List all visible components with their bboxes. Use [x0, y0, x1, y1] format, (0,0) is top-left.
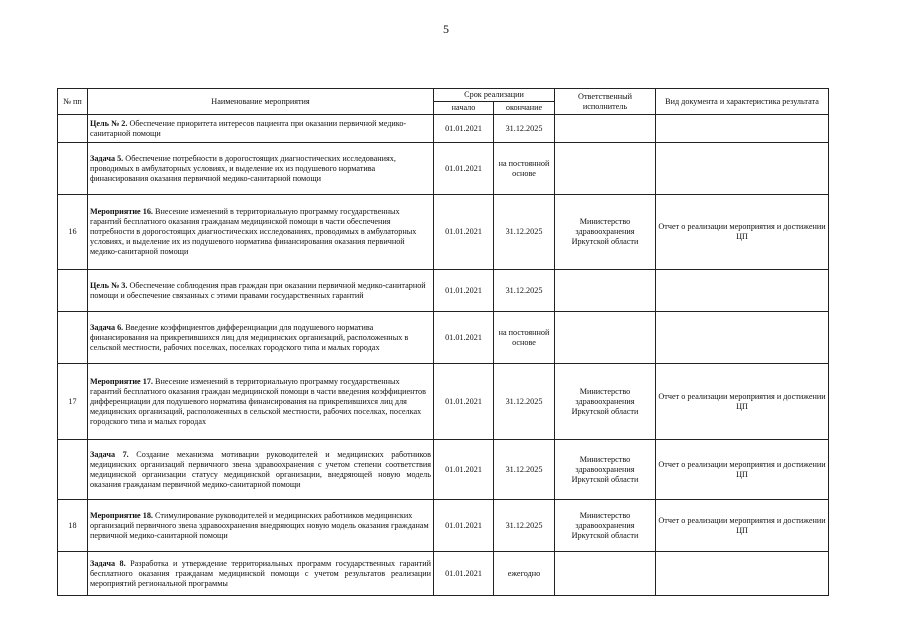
document-cell — [656, 312, 829, 364]
start-date: 01.01.2021 — [434, 270, 494, 312]
table-row — [58, 364, 829, 440]
start-date: 01.01.2021 — [434, 312, 494, 364]
activity-cell — [88, 552, 434, 596]
table-row — [58, 312, 829, 364]
activity-title: Задача 8. — [90, 558, 126, 568]
header-end: окончание — [494, 102, 555, 115]
activity-title: Мероприятие 16. — [90, 207, 153, 216]
document-cell — [656, 115, 829, 143]
start-date: 01.01.2021 — [434, 195, 494, 270]
table-row — [58, 195, 829, 270]
header-executor: Ответственный исполнитель — [555, 89, 656, 115]
document-cell: Отчет о реализации мероприятия и достижении ЦП — [656, 364, 829, 440]
end-date: 31.12.2025 — [494, 270, 555, 312]
table-row — [58, 115, 829, 143]
activity-text: Обеспечение соблюдения прав граждан при оказании первичной медико-санитарной помощи и обеспечение связанных с этими правами государственных гарантий — [90, 280, 426, 300]
executor-cell: Министерство здравоохранения Иркутской области — [555, 364, 656, 440]
activity-text: Обеспечение приоритета интересов пациента при оказании первичной медико-санитарной помощи — [90, 118, 407, 138]
start-date: 01.01.2021 — [434, 552, 494, 596]
table-row — [58, 440, 829, 500]
start-date: 01.01.2021 — [434, 143, 494, 195]
executor-cell — [555, 312, 656, 364]
activity-title: Задача 5. — [90, 153, 124, 163]
document-cell — [656, 143, 829, 195]
row-number — [58, 440, 88, 500]
row-number: 18 — [58, 500, 88, 552]
activity-text: Разработка и утверждение территориальных программ государственных гарантий бесплатного оказания гражданам медицинской помощи с учетом результатов реализации мероприятий региональной программы — [90, 558, 431, 588]
executor-cell — [555, 270, 656, 312]
table-row — [58, 270, 829, 312]
activity-cell — [88, 270, 434, 312]
executor-cell: Министерство здравоохранения Иркутской области — [555, 500, 656, 552]
row-number — [58, 115, 88, 143]
activity-title: Мероприятие 17. — [90, 376, 153, 386]
table-row — [58, 500, 829, 552]
executor-cell — [555, 115, 656, 143]
start-date: 01.01.2021 — [434, 440, 494, 500]
header-activity-name: Наименование мероприятия — [88, 89, 434, 115]
end-date: 31.12.2025 — [494, 364, 555, 440]
activities-table — [57, 88, 829, 596]
activity-title: Задача 6. — [90, 322, 124, 332]
header-period: Срок реализации — [434, 89, 555, 102]
activity-cell — [88, 500, 434, 552]
end-date: ежегодно — [494, 552, 555, 596]
row-number — [58, 270, 88, 312]
activity-title: Задача 7. — [90, 449, 129, 459]
end-date: на постоянной основе — [494, 312, 555, 364]
table-row — [58, 552, 829, 596]
start-date: 01.01.2021 — [434, 115, 494, 143]
row-number: 17 — [58, 364, 88, 440]
end-date: 31.12.2025 — [494, 440, 555, 500]
executor-cell: Министерство здравоохранения Иркутской области — [555, 195, 656, 270]
header-number: № пп — [58, 89, 88, 115]
start-date: 01.01.2021 — [434, 364, 494, 440]
row-number: 16 — [58, 195, 88, 270]
document-cell — [656, 270, 829, 312]
document-cell — [656, 552, 829, 596]
executor-cell — [555, 143, 656, 195]
activity-cell — [88, 115, 434, 143]
end-date: 31.12.2025 — [494, 195, 555, 270]
start-date: 01.01.2021 — [434, 500, 494, 552]
activity-title: Цель № 3. — [90, 280, 128, 290]
document-cell: Отчет о реализации мероприятия и достижении ЦП — [656, 500, 829, 552]
document-cell: Отчет о реализации мероприятия и достижении ЦП — [656, 440, 829, 500]
activity-cell — [88, 440, 434, 500]
document-cell: Отчет о реализации мероприятия и достижении ЦП — [656, 195, 829, 270]
activity-text: Стимулирование руководителей и медицинских работников медицинских организаций первичного звена здравоохранения внедряющих новую модель оказания гражданам первичной медико-санитарной помощи — [90, 510, 429, 540]
activity-title: Цель № 2. — [90, 118, 128, 128]
header-start: начало — [434, 102, 494, 115]
activity-cell — [88, 195, 434, 270]
activity-cell — [88, 143, 434, 195]
activity-text: Введение коэффициентов дифференциации для подушевого норматива финансирования на прикрепившихся лиц для медицинских организаций, расположенных в сельской местности, рабочих поселках, поселках городского типа и малых городах — [90, 322, 409, 352]
activity-title: Мероприятие 18. — [90, 510, 153, 520]
activity-cell — [88, 364, 434, 440]
row-number — [58, 552, 88, 596]
row-number — [58, 143, 88, 195]
table-row — [58, 143, 829, 195]
activity-text: Создание механизма мотивации руководителей и медицинских работников медицинских организаций первичного звена здравоохранения с учетом степени соответствия медицинской организации статусу медицинской организации, внедряющей новую модель оказания гражданам первичной медико-санитарной помощи — [90, 449, 431, 489]
end-date: на постоянной основе — [494, 143, 555, 195]
activity-text: Внесение изменений в территориальную программу государственных гарантий бесплатного оказания граждан медицинской помощи в части введения коэффициентов дифференциации для подушевого норматива финансирования на прикрепившихся лиц для медицинских организаций, расположенных в сельской местности, рабочих поселках, поселках городского типа и малых городах — [90, 376, 426, 426]
activity-cell — [88, 312, 434, 364]
end-date: 31.12.2025 — [494, 115, 555, 143]
activity-text: Внесение изменений в территориальную программу государственных гарантий бесплатного оказания гражданам медицинской помощи в части обеспечения потребности в дорогостоящих диагностических исследованиях, проводимых в амбулаторных условиях, и выделение их из подушевого норматива финансирования оказания первичной медико-санитарной помощи — [90, 207, 417, 256]
page-number: 5 — [443, 22, 449, 36]
row-number — [58, 312, 88, 364]
header-document: Вид документа и характеристика результата — [656, 89, 829, 115]
executor-cell: Министерство здравоохранения Иркутской области — [555, 440, 656, 500]
executor-cell — [555, 552, 656, 596]
activity-text: Обеспечение потребности в дорогостоящих диагностических исследованиях, проводимых в амбулаторных условиях, и выделение их из подушевого норматива финансирования оказания первичной медико-санитарной помощи — [90, 153, 396, 183]
end-date: 31.12.2025 — [494, 500, 555, 552]
